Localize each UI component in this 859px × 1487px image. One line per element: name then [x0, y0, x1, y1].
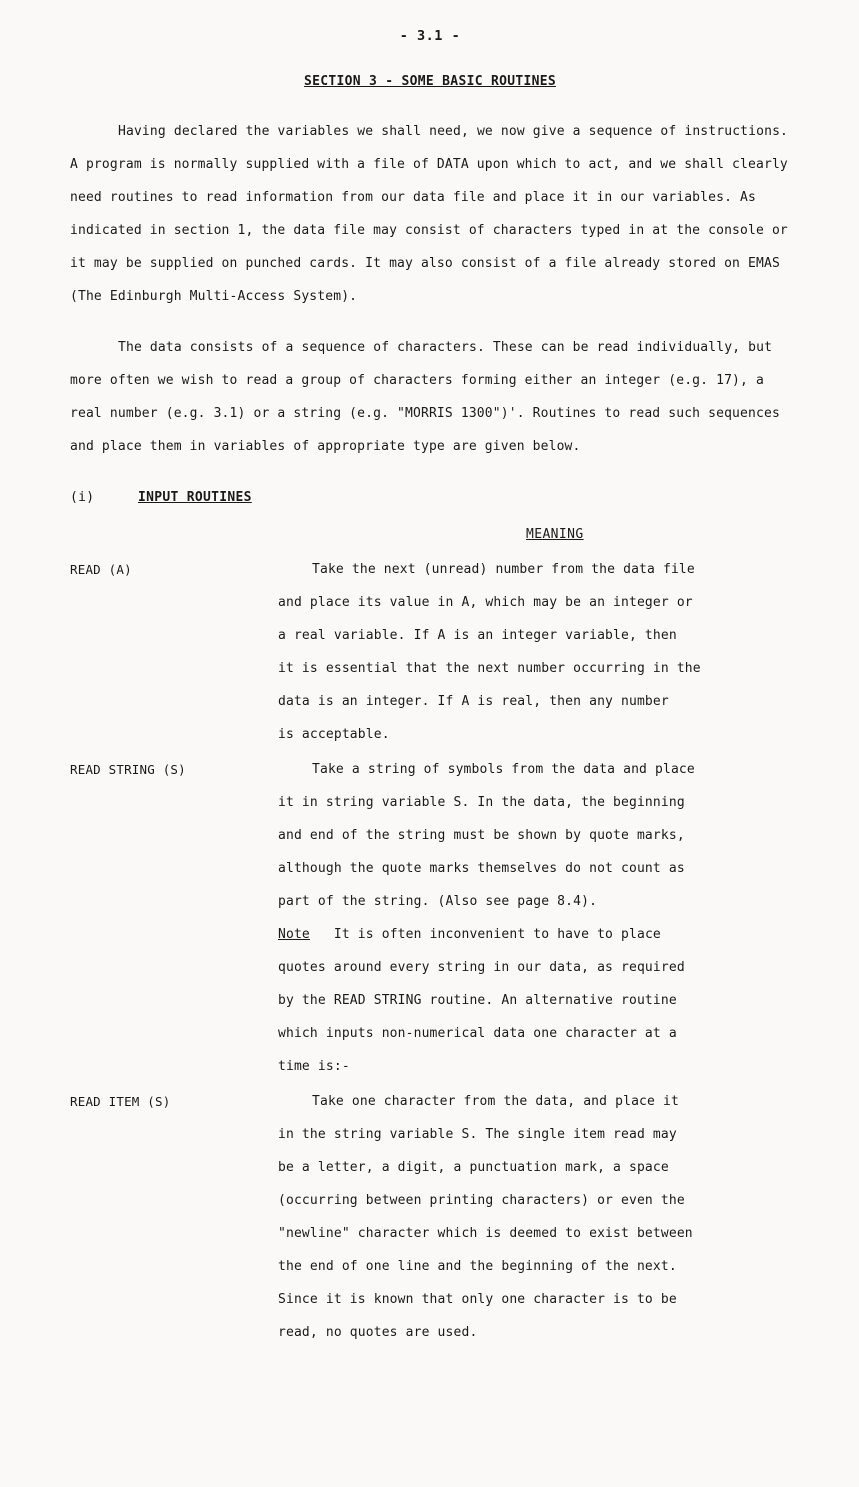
paragraph-2-text: The data consists of a sequence of characters. These can be read individually, but more often we wish to read a group of characters forming either an integer (e.g. 17), a real number (e.g. 3.1) or a string (e.g. "MORRIS 1300")'. Routines to read such sequences and place them in variables of appropriate type are given below. — [70, 340, 780, 454]
routine-name: READ (A) — [70, 562, 132, 577]
routine-description — [278, 753, 790, 1083]
routine-entry — [70, 753, 790, 1083]
meaning-column-header — [70, 518, 790, 551]
routine-line-text: Take one character from the data, and place it — [312, 1094, 679, 1109]
section-heading — [70, 74, 790, 89]
routine-line-note — [278, 918, 790, 951]
routine-line: be a letter, a digit, a punctuation mark, a space — [278, 1160, 669, 1175]
routine-line: although the quote marks themselves do not count as — [278, 861, 685, 876]
routine-entry — [70, 553, 790, 751]
routine-line: it in string variable S. In the data, the beginning — [278, 795, 685, 810]
routine-line: and end of the string must be shown by quote marks, — [278, 828, 685, 843]
subsection-number: (i) — [70, 490, 95, 505]
routine-line: is acceptable. — [278, 727, 390, 742]
routine-description — [278, 1085, 790, 1349]
page-number: - 3.1 - — [399, 28, 461, 44]
routine-line: in the string variable S. The single item read may — [278, 1127, 677, 1142]
routine-line: time is:- — [278, 1059, 350, 1074]
subsection-input-routines — [70, 481, 790, 514]
meaning-label: MEANING — [526, 527, 584, 542]
routine-line: it is essential that the next number occurring in the — [278, 661, 701, 676]
routine-description — [278, 553, 790, 751]
routine-line — [278, 753, 790, 786]
routine-line: Since it is known that only one character is to be — [278, 1292, 677, 1307]
subsection-label: INPUT ROUTINES — [138, 490, 252, 505]
routine-line: by the READ STRING routine. An alternative routine — [278, 993, 677, 1008]
routine-line: data is an integer. If A is real, then any number — [278, 694, 669, 709]
routine-line: part of the string. (Also see page 8.4). — [278, 894, 598, 909]
routine-entry — [70, 1085, 790, 1349]
routine-line: a real variable. If A is an integer variable, then — [278, 628, 677, 643]
page-content — [70, 28, 790, 1351]
note-label: Note — [278, 927, 310, 942]
routine-line: the end of one line and the beginning of the next. — [278, 1259, 677, 1274]
paragraph-1 — [70, 115, 790, 313]
paragraph-2 — [70, 331, 790, 463]
routine-line: which inputs non-numerical data one character at a — [278, 1026, 677, 1041]
routine-line: and place its value in A, which may be an integer or — [278, 595, 693, 610]
note-text: It is often inconvenient to have to place — [309, 927, 661, 942]
routine-line: (occurring between printing characters) or even the — [278, 1193, 685, 1208]
paragraph-1-text: Having declared the variables we shall need, we now give a sequence of instructions. A program is normally supplied with a file of DATA upon which to act, and we shall clearly need routines to read information from our data file and place it in our variables. As indicated in section 1, the data file may consist of characters typed in at the console or it may be supplied on punched cards. It may also consist of a file already stored on EMAS (The Edinburgh Multi-Access System). — [70, 124, 789, 304]
routine-line-text: Take the next (unread) number from the data file — [312, 562, 695, 577]
routine-line — [278, 1085, 790, 1118]
routine-line: read, no quotes are used. — [278, 1325, 478, 1340]
routine-line: quotes around every string in our data, as required — [278, 960, 685, 975]
section-heading-text: SECTION 3 - SOME BASIC ROUTINES — [304, 74, 556, 89]
routine-name: READ STRING (S) — [70, 762, 186, 777]
routine-name: READ ITEM (S) — [70, 1094, 171, 1109]
routine-line: "newline" character which is deemed to exist between — [278, 1226, 693, 1241]
routine-line — [278, 553, 790, 586]
routine-line-text: Take a string of symbols from the data and place — [312, 762, 695, 777]
